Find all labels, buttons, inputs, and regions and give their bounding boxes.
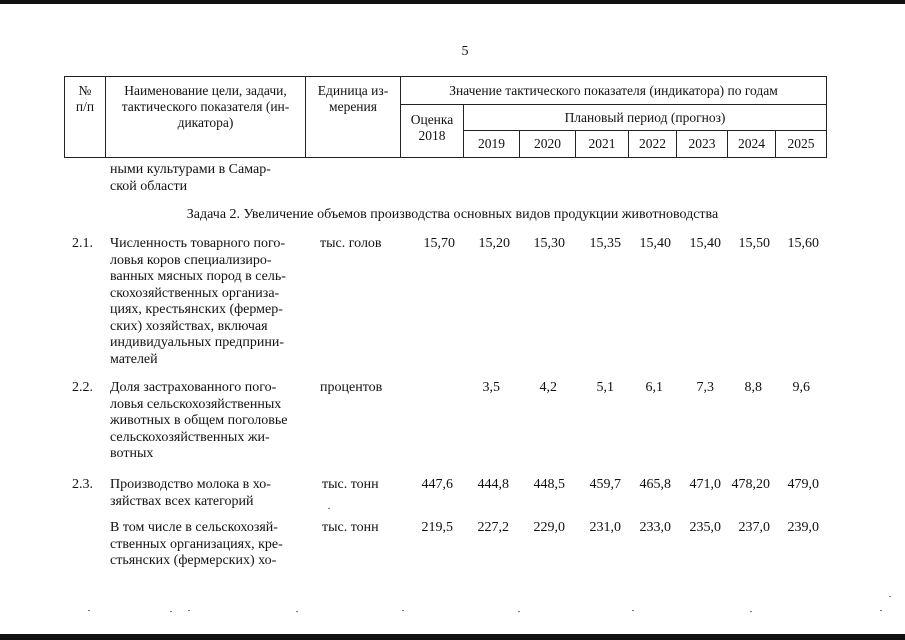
unit-label: тыс. тонн [322, 520, 379, 535]
value-2023: 235,0 [689, 520, 721, 535]
value-2023: 15,40 [689, 236, 721, 251]
header-year-2022 [628, 130, 677, 158]
scan-edge-bottom [0, 634, 905, 640]
header-cell-estimate [400, 104, 464, 158]
text-line: индивидуальных предприни- [110, 335, 285, 350]
scan-speck [518, 611, 520, 612]
header-no-line: п/п [75, 99, 95, 114]
value-2020: 448,5 [533, 477, 565, 492]
header-year-2020 [519, 130, 576, 158]
text-line: ловья сельскохозяйственных [110, 396, 282, 412]
value-2019: 3,5 [482, 380, 500, 395]
scan-edge-top [0, 0, 905, 4]
header-estimate-line: Оценка [410, 112, 454, 127]
value-2023: 471,0 [689, 477, 721, 492]
value-2022: 465,8 [639, 477, 671, 492]
value-2025: 239,0 [787, 520, 819, 535]
scan-speck [296, 611, 298, 612]
scan-speck [402, 610, 404, 611]
value-2024: 8,8 [744, 380, 762, 395]
header-unit-line: Единица из- [317, 83, 389, 98]
scan-speck [889, 596, 891, 597]
indicator-name [110, 236, 304, 368]
text-line: вотных [110, 446, 154, 461]
value-2018: 15,70 [423, 236, 455, 251]
scan-speck [880, 610, 882, 611]
text-line: Доля застрахованного пого- [110, 380, 277, 395]
header-unit-line: мерения [329, 99, 377, 114]
header-name-line: дикатора) [177, 115, 234, 130]
text-line: зяйствах всех категорий [110, 493, 254, 509]
text-line: скохозяйственных организа- [110, 285, 280, 301]
value-2020: 4,2 [539, 380, 557, 395]
text-line: ными культурами в Самар- [110, 162, 271, 177]
year-label: 2024 [738, 136, 765, 151]
page-number: 5 [461, 44, 469, 59]
value-2018: 219,5 [421, 520, 453, 535]
value-2025: 15,60 [787, 236, 819, 251]
text-line: сельскохозяйственных жи- [110, 429, 270, 445]
value-2019: 444,8 [477, 477, 509, 492]
continuation-text [110, 162, 304, 195]
text-line: циях, крестьянских (фермер- [110, 302, 283, 317]
scan-speck [170, 611, 172, 612]
value-2025: 9,6 [792, 380, 810, 395]
header-plan-title: Плановый период (прогноз) [564, 110, 726, 125]
indicator-name [110, 477, 304, 510]
value-2022: 233,0 [639, 520, 671, 535]
header-cell-no [64, 76, 106, 158]
scan-speck [328, 508, 330, 509]
value-2020: 229,0 [533, 520, 565, 535]
header-year-2019 [463, 130, 520, 158]
year-label: 2023 [688, 136, 716, 151]
year-label: 2021 [588, 136, 616, 151]
indicator-name [110, 380, 304, 463]
year-label: 2025 [787, 136, 815, 151]
scan-speck [188, 610, 190, 611]
header-cell-values [400, 76, 827, 105]
value-2024: 478,20 [731, 477, 770, 492]
header-year-2025 [775, 130, 827, 158]
row-number: 2.3. [72, 477, 93, 492]
year-label: 2022 [639, 136, 666, 151]
year-label: 2020 [534, 136, 561, 151]
indicator-name [110, 520, 304, 570]
value-2019: 15,20 [478, 236, 510, 251]
value-2020: 15,30 [533, 236, 565, 251]
text-line: ских) хозяйствах, включая [110, 318, 268, 334]
text-line: ственных организациях, кре- [110, 536, 283, 552]
value-2025: 479,0 [787, 477, 819, 492]
header-cell-unit [305, 76, 401, 158]
unit-label: процентов [320, 380, 383, 395]
text-line: ванных мясных пород в сель- [110, 269, 286, 284]
value-2022: 15,40 [639, 236, 671, 251]
text-line: стьянских (фермерских) хо- [110, 553, 277, 568]
value-2023: 7,3 [696, 380, 714, 395]
year-label: 2019 [478, 136, 505, 151]
header-estimate-line: 2018 [418, 128, 446, 143]
value-2018: 447,6 [421, 477, 453, 492]
text-line: ской области [110, 178, 188, 194]
text-line: В том числе в сельскохозяй- [110, 520, 278, 535]
scan-speck [88, 610, 90, 611]
header-year-2024 [727, 130, 776, 158]
row-number: 2.2. [72, 380, 93, 395]
task-heading: Задача 2. Увеличение объемов производства основных видов продукции животноводства [186, 207, 719, 222]
value-2021: 459,7 [589, 477, 621, 492]
unit-label: тыс. тонн [322, 477, 379, 492]
text-line: Численность товарного пого- [110, 236, 286, 251]
unit-label: тыс. голов [320, 236, 382, 251]
value-2024: 15,50 [738, 236, 770, 251]
header-no-line: № [78, 83, 92, 98]
value-2022: 6,1 [645, 380, 663, 395]
header-name-line: Наименование цели, задачи, [124, 83, 287, 98]
text-line: мателей [110, 351, 158, 367]
scan-speck [750, 611, 752, 612]
value-2021: 15,35 [589, 236, 621, 251]
scan-speck [632, 610, 634, 611]
header-cell-plan [463, 104, 827, 131]
header-name-line: тактического показателя (ин- [121, 99, 290, 114]
header-year-2021 [575, 130, 629, 158]
text-line: ловья коров специализиро- [110, 252, 272, 268]
header-cell-name [105, 76, 306, 158]
value-2021: 231,0 [589, 520, 621, 535]
value-2021: 5,1 [596, 380, 614, 395]
row-number: 2.1. [72, 236, 93, 251]
header-year-2023 [676, 130, 728, 158]
header-values-title: Значение тактического показателя (индикатора) по годам [449, 83, 778, 98]
value-2019: 227,2 [477, 520, 509, 535]
text-line: Производство молока в хо- [110, 477, 271, 492]
text-line: животных в общем поголовье [110, 413, 288, 428]
value-2024: 237,0 [738, 520, 770, 535]
